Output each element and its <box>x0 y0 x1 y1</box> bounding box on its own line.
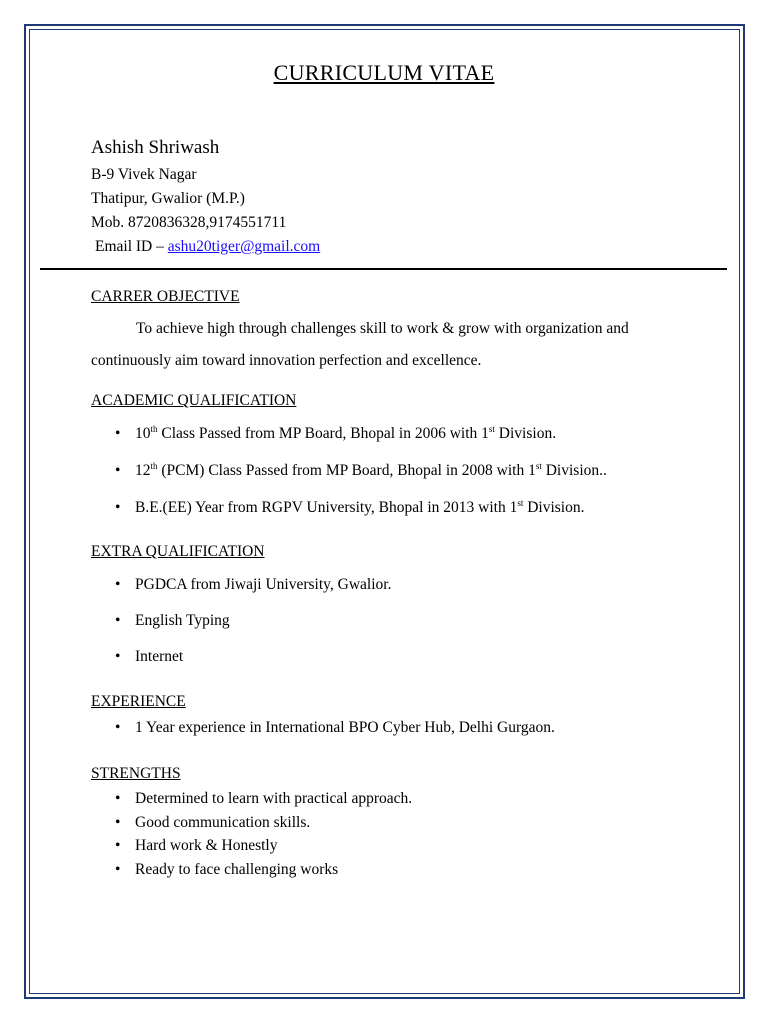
experience-item: • 1 Year experience in International BPO Cyber Hub, Delhi Gurgaon. <box>91 719 555 743</box>
superscript: st <box>517 497 524 508</box>
strengths-list <box>91 790 412 884</box>
academic-item-text: 10 <box>135 425 151 442</box>
document-title: CURRICULUM VITAE <box>273 60 495 85</box>
academic-item <box>91 499 607 536</box>
strengths-heading: STRENGTHS <box>91 765 181 782</box>
experience-heading: EXPERIENCE <box>91 693 186 710</box>
strength-item: • Hard work & Honestly <box>91 837 412 861</box>
superscript: st <box>535 460 542 471</box>
extra-list <box>91 576 391 684</box>
email-link[interactable]: ashu20tiger@gmail.com <box>167 238 321 255</box>
strength-item: • Determined to learn with practical approach. <box>91 790 412 814</box>
strength-item: • Ready to face challenging works <box>91 861 412 885</box>
extra-heading: EXTRA QUALIFICATION <box>91 543 265 560</box>
extra-item: • Internet <box>91 648 391 684</box>
objective-heading: CARRER OBJECTIVE <box>91 288 240 305</box>
academic-item <box>91 462 607 499</box>
academic-item-text: B.E.(EE) Year from RGPV University, Bhopal in 2013 with 1 <box>135 499 518 516</box>
mobile-number: Mob. 8720836328,9174551711 <box>91 214 287 231</box>
extra-item: • PGDCA from Jiwaji University, Gwalior. <box>91 576 391 612</box>
academic-item-text: Division. <box>523 499 585 516</box>
academic-item-text: Class Passed from MP Board, Bhopal in 2006 with 1 <box>157 425 489 442</box>
academic-item <box>91 425 607 462</box>
academic-heading: ACADEMIC QUALIFICATION <box>91 392 297 409</box>
email-label: Email ID – <box>95 238 168 255</box>
academic-list <box>91 425 607 536</box>
candidate-name: Ashish Shriwash <box>91 137 220 158</box>
extra-item: • English Typing <box>91 612 391 648</box>
address-line-2: Thatipur, Gwalior (M.P.) <box>91 190 245 207</box>
academic-item-text: (PCM) Class Passed from MP Board, Bhopal in 2008 with 1 <box>157 462 536 479</box>
superscript: st <box>488 423 495 434</box>
header-divider <box>40 268 727 270</box>
academic-item-text: Division. <box>494 425 557 442</box>
strength-item: • Good communication skills. <box>91 814 412 838</box>
superscript: th <box>150 460 158 471</box>
experience-list <box>91 719 555 743</box>
objective-line-1: To achieve high through challenges skill to work & grow with organization and <box>136 320 629 337</box>
academic-item-text: Division.. <box>541 462 607 479</box>
academic-item-text: 12 <box>135 462 151 479</box>
superscript: th <box>150 423 158 434</box>
address-line-1: B-9 Vivek Nagar <box>91 166 197 183</box>
objective-line-2: continuously aim toward innovation perfection and excellence. <box>91 352 482 369</box>
email-row <box>95 238 320 256</box>
